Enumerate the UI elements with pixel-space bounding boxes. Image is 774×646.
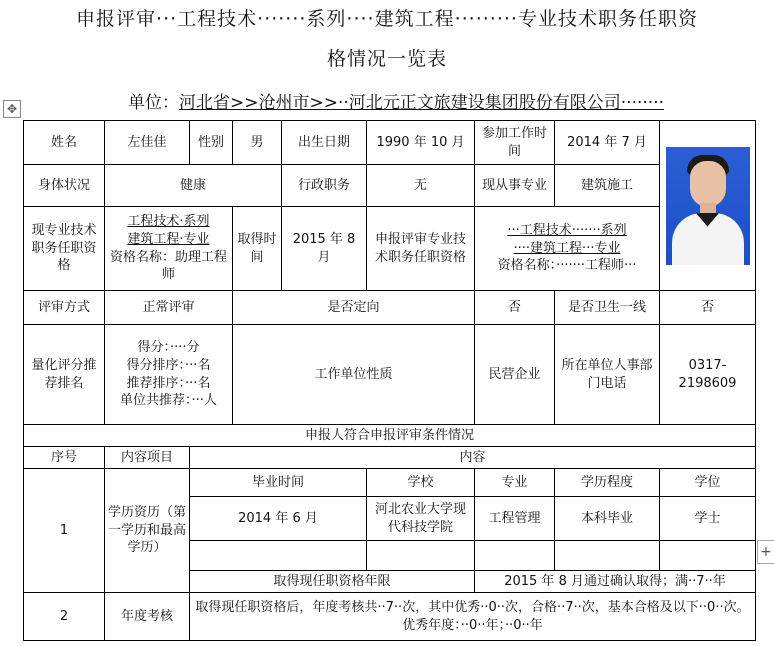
edu-major[interactable]: 工程管理 — [475, 497, 555, 541]
edu-header-major: 专业 — [475, 469, 555, 497]
edu-header-grad-time: 毕业时间 — [190, 469, 367, 497]
apply-qual-label: 申报评审专业技术职务任职资格 — [367, 207, 475, 291]
seq-header: 序号 — [24, 447, 105, 469]
edu-empty-cell[interactable] — [190, 541, 367, 571]
qual-years-label: 取得现任职资格年限 — [190, 571, 475, 593]
health-label: 身体状况 — [24, 165, 105, 207]
unit-line — [128, 88, 664, 113]
applicant-photo — [666, 147, 750, 265]
unit-value: 河北省>>沧州市>>··河北元正文旅建设集团股份有限公司········ — [179, 93, 665, 113]
current-qual-label: 现专业技术职务任职资格 — [24, 207, 105, 291]
unit-type-value[interactable]: 民营企业 — [475, 325, 555, 425]
form-title-line2: 格情况一览表 — [326, 48, 447, 70]
unit-type-label: 工作单位性质 — [233, 325, 475, 425]
ranking-label: 量化评分推荐排名 — [24, 325, 105, 425]
row2-item: 年度考核 — [105, 593, 190, 641]
current-qual-line1: 工程技术·系列 — [127, 214, 210, 230]
edu-header-school: 学校 — [367, 469, 475, 497]
edu-header-degree-level: 学历程度 — [555, 469, 660, 497]
apply-qual-line2: ····建筑工程···专业 — [513, 240, 621, 256]
edu-degree-level[interactable]: 本科毕业 — [555, 497, 660, 541]
name-label: 姓名 — [24, 121, 105, 165]
item-header: 内容项目 — [105, 447, 190, 469]
edu-empty-cell[interactable] — [660, 541, 756, 571]
apply-qual-line1: ···工程技术·······系列 — [507, 223, 627, 239]
total-line: 单位共推荐：···人 — [120, 393, 217, 409]
name-value[interactable]: 左佳佳 — [105, 121, 190, 165]
edu-degree[interactable]: 学士 — [660, 497, 756, 541]
edu-empty-cell[interactable] — [367, 541, 475, 571]
rec-rank-line: 推荐排序：···名 — [126, 375, 211, 391]
directed-label: 是否定向 — [233, 291, 475, 325]
hr-phone-label: 所在单位人事部门电话 — [555, 325, 660, 425]
apply-qual-value[interactable] — [475, 207, 660, 291]
work-start-label: 参加工作时间 — [475, 121, 555, 165]
edu-grad-time[interactable]: 2014 年 6 月 — [190, 497, 367, 541]
gender-value[interactable]: 男 — [233, 121, 282, 165]
score-line: 得分：····分 — [137, 340, 200, 356]
row1-seq: 1 — [24, 469, 105, 593]
apply-qual-line3: 资格名称：·······工程师··· — [497, 258, 637, 274]
hr-phone-value[interactable]: 0317-2198609 — [660, 325, 756, 425]
admin-label: 行政职务 — [282, 165, 367, 207]
review-mode-value[interactable]: 正常评审 — [105, 291, 233, 325]
field-value[interactable]: 建筑施工 — [555, 165, 660, 207]
row2-seq: 2 — [24, 593, 105, 641]
edu-empty-cell[interactable] — [555, 541, 660, 571]
content-header: 内容 — [190, 447, 756, 469]
work-start-value[interactable]: 2014 年 7 月 — [555, 121, 660, 165]
form-title-line1: 申报评审···工程技术·······系列····建筑工程·········专业技术职务任职资 — [76, 8, 698, 30]
obtain-value[interactable]: 2015 年 8 月 — [282, 207, 367, 291]
health-line-label: 是否卫生一线 — [555, 291, 660, 325]
edu-empty-cell[interactable] — [475, 541, 555, 571]
health-value[interactable]: 健康 — [105, 165, 282, 207]
current-qual-value[interactable] — [105, 207, 233, 291]
row1-item: 学历资历（第一学历和最高学历） — [105, 469, 190, 593]
gender-label: 性别 — [190, 121, 233, 165]
obtain-label: 取得时间 — [233, 207, 282, 291]
conditions-heading: 申报人符合申报评审条件情况 — [24, 425, 756, 447]
photo-cell — [660, 121, 756, 291]
add-column-icon[interactable]: + — [757, 540, 774, 564]
edu-school[interactable]: 河北农业大学现代科技学院 — [367, 497, 475, 541]
directed-value[interactable]: 否 — [475, 291, 555, 325]
qual-years-value[interactable]: 2015 年 8 月通过确认取得；满··7··年 — [475, 571, 756, 593]
edu-header-degree: 学位 — [660, 469, 756, 497]
current-qual-line2: 建筑工程·专业 — [127, 231, 210, 247]
score-rank-line: 得分排序：···名 — [126, 357, 211, 373]
birth-value[interactable]: 1990 年 10 月 — [367, 121, 475, 165]
current-qual-line3: 资格名称：助理工程师 — [109, 249, 227, 283]
unit-label: 单位： — [128, 93, 179, 113]
review-mode-label: 评审方式 — [24, 291, 105, 325]
birth-label: 出生日期 — [282, 121, 367, 165]
annual-review-content[interactable]: 取得现任职资格后，年度考核共··7··次，其中优秀··0··次，合格··7··次，基本合格及以下··0··次。优秀年度：··0··年；··0··年 — [190, 593, 756, 641]
table-move-handle-icon[interactable]: ✥ — [3, 100, 21, 118]
admin-value[interactable]: 无 — [367, 165, 475, 207]
health-line-value[interactable]: 否 — [660, 291, 756, 325]
field-label: 现从事专业 — [475, 165, 555, 207]
ranking-values[interactable] — [105, 325, 233, 425]
qualification-form-table — [23, 120, 756, 641]
